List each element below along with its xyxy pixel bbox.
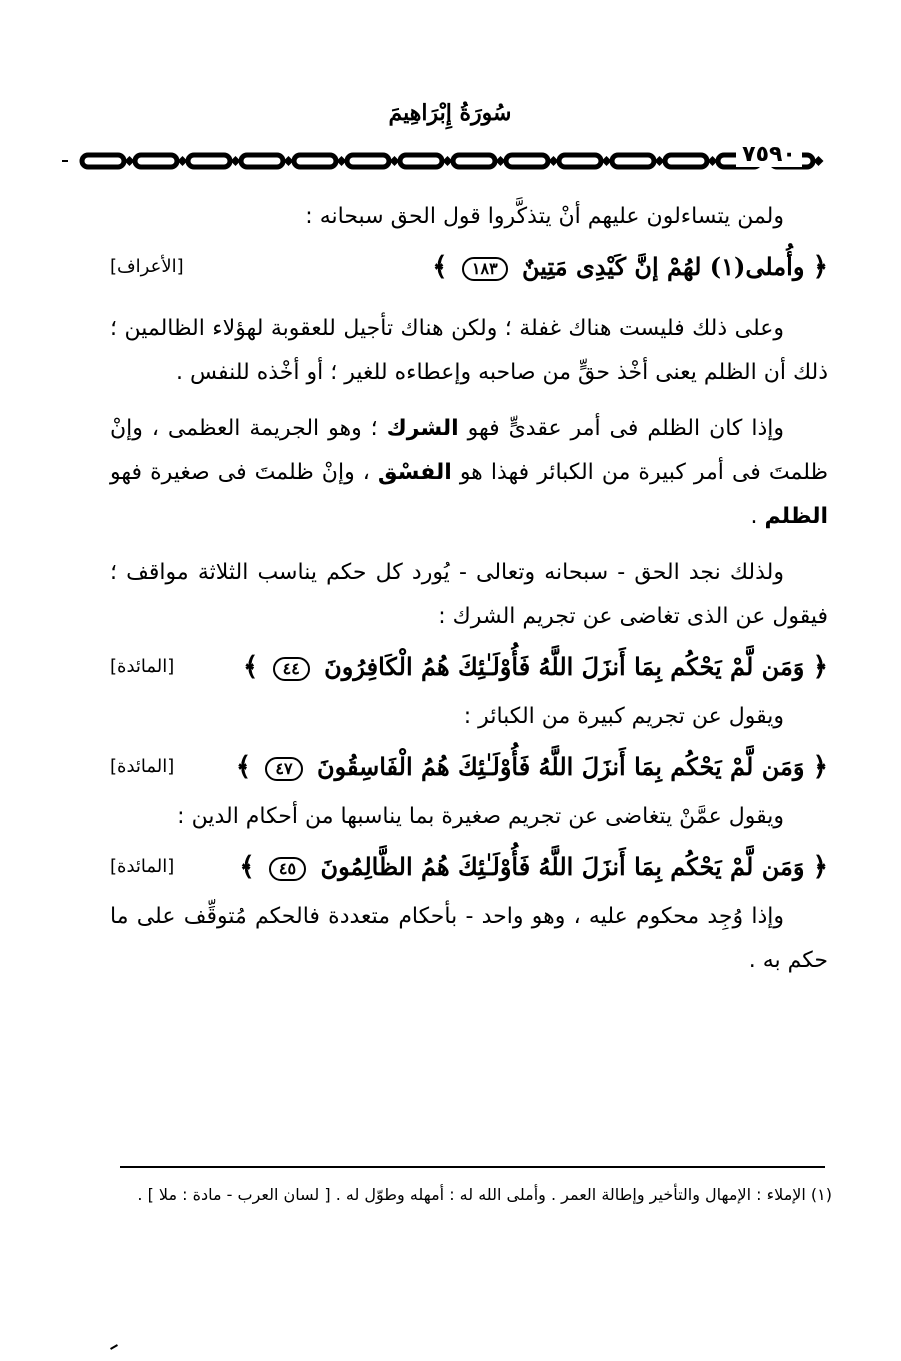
verse-3-words: وَمَن لَّمْ يَحْكُم بِمَا أَنزَلَ اللَّهُ فَأُوْلَـٰئِكَ هُمُ الْفَاسِقُونَ — [316, 752, 805, 781]
p3-part-c: ؛ وهو الجريمة العظمى ، وإنْ ظلمتَ فى أمر كبيرة من الكبائر فهذا هو — [110, 416, 828, 485]
ornate-close-bracket: ﴾ — [235, 752, 252, 782]
surah-reference: [المائدة] — [110, 756, 175, 777]
chain-link — [188, 155, 230, 167]
surah-title: سُورَةُ إِبْرَاهِيمَ — [388, 100, 512, 126]
term-zulm: الظلم — [764, 504, 828, 529]
ornate-open-bracket: ﴿ — [812, 652, 828, 682]
p3-part-g: . — [750, 504, 765, 529]
margin-mark — [62, 160, 68, 162]
chain-diamond — [814, 156, 824, 166]
ornate-open-bracket: ﴿ — [812, 852, 828, 882]
verse-4-words: وَمَن لَّمْ يَحْكُم بِمَا أَنزَلَ اللَّهُ فَأُوْلَـٰئِكَ هُمُ الظَّالِمُونَ — [320, 852, 805, 881]
surah-reference: [الأعراف] — [110, 256, 184, 277]
paragraph-4: ولذلك نجد الحق - سبحانه وتعالى - يُورد كل حكم يناسب الثلاثة مواقف ؛ فيقول عن الذى تغاضى عن تجريم الشرك : — [110, 560, 828, 629]
ayah-number: ٤٧ — [265, 757, 302, 781]
chain-ornament-icon — [78, 148, 840, 174]
ornate-open-bracket: ﴿ — [812, 752, 828, 782]
ornamental-border — [78, 148, 840, 174]
paragraph-7: وإذا وُجِد محكوم عليه ، وهو واحد - بأحكام متعددة فالحكم مُتوقِّف على ما حكم به . — [110, 904, 828, 973]
margin-mark — [110, 1344, 118, 1350]
verse-1-text — [432, 245, 828, 289]
chain-link — [82, 155, 124, 167]
p3-part-e: ، وإنْ ظلمتَ فى صغيرة فهو — [110, 460, 378, 485]
verse-2 — [110, 639, 828, 695]
paragraph-5: ويقول عن تجريم كبيرة من الكبائر : — [463, 704, 784, 729]
page-number: ٧٥٩٠ — [736, 142, 802, 167]
term-shirk: الشرك — [386, 416, 459, 441]
verse-1 — [110, 239, 828, 295]
footnote-divider — [120, 1166, 825, 1168]
p3-part-a: وإذا كان الظلم فى أمر عقدىٍّ فهو — [458, 416, 785, 441]
term-fisq: الفسْق — [377, 460, 452, 485]
ayah-number: ١٨٣ — [462, 257, 508, 281]
surah-reference: [المائدة] — [110, 656, 175, 677]
chain-link — [400, 155, 442, 167]
paragraph-2: وعلى ذلك فليست هناك غفلة ؛ ولكن هناك تأجيل للعقوبة لهؤلاء الظالمين ؛ ذلك أن الظلم يعنى أخْذ حقٍّ من صاحبه وإعطاءه للغير ؛ أو أخْذه للنفس . — [110, 316, 828, 385]
chain-link — [241, 155, 283, 167]
chain-link — [612, 155, 654, 167]
verse-1-words: وأُملى(١) لهُمْ إنَّ كَيْدِى مَتِينٌ — [522, 252, 805, 281]
chain-link — [506, 155, 548, 167]
ayah-number: ٤٥ — [269, 857, 306, 881]
paragraph-1: ولمن يتساءلون عليهم أنْ يتذكَّروا قول الحق سبحانه : — [305, 204, 784, 229]
verse-4 — [110, 839, 828, 895]
chain-link — [453, 155, 495, 167]
paragraph-6: ويقول عمَّنْ يتغاضى عن تجريم صغيرة بما يناسبها من أحكام الدين : — [177, 804, 784, 829]
verse-4-text — [239, 845, 828, 889]
verse-3-text — [236, 745, 828, 789]
ayah-number: ٤٤ — [273, 657, 310, 681]
ornate-close-bracket: ﴾ — [239, 852, 255, 882]
chain-link — [559, 155, 601, 167]
chain-link — [294, 155, 336, 167]
surah-reference: [المائدة] — [110, 856, 175, 877]
ornate-close-bracket: ﴾ — [243, 652, 259, 682]
ornate-close-bracket: ﴾ — [432, 252, 448, 282]
ornate-open-bracket: ﴿ — [812, 252, 828, 282]
page-body — [110, 195, 828, 983]
verse-2-text — [243, 645, 828, 689]
footnote: (١) الإملاء : الإمهال والتأخير وإطالة العمر . وأملى الله له : أمهله وطوّل له . [ لسان العرب - مادة : ملا ] . — [137, 1185, 832, 1204]
verse-2-words: وَمَن لَّمْ يَحْكُم بِمَا أَنزَلَ اللَّهُ فَأُوْلَـٰئِكَ هُمُ الْكَافِرُونَ — [324, 652, 805, 681]
verse-3 — [110, 739, 828, 795]
paragraph-3 — [110, 407, 828, 539]
chain-link — [135, 155, 177, 167]
chain-link — [665, 155, 707, 167]
chain-link — [347, 155, 389, 167]
